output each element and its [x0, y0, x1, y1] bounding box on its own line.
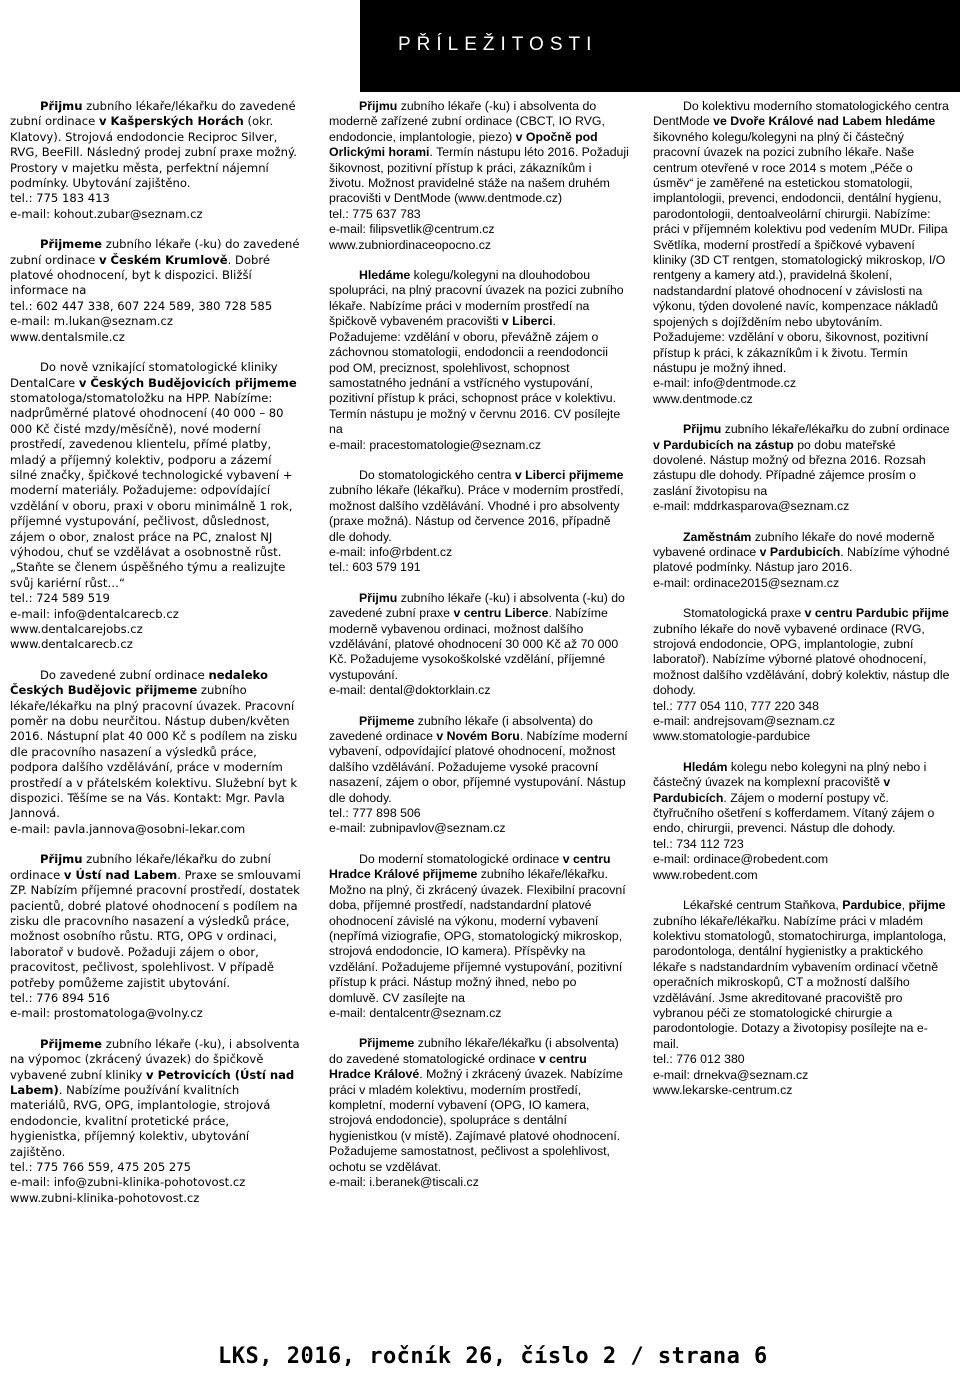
job-ad-contact: e-mail: ordinace@robedent.com: [653, 852, 829, 867]
job-ad-contact: e-mail: info@rbdent.cz: [329, 544, 453, 559]
job-ad-contact: tel.: 776 012 380: [653, 1052, 745, 1067]
job-ad-contact: www.lekarske-centrum.cz: [653, 1082, 793, 1097]
job-ad-contact: www.dentmode.cz: [653, 391, 753, 406]
job-ad-contact: e-mail: dentalcentr@seznam.cz: [329, 1005, 502, 1020]
job-ad-contact: e-mail: ordinace2015@seznam.cz: [653, 575, 840, 590]
job-ad: [329, 1036, 629, 1190]
job-ad-text: Přijmeme zubního lékaře (-ku) do zavedené zubní ordinace v Českém Krumlově. Dobré platové ohodnocení, byt k dispozici. Bližší informace na: [10, 237, 300, 298]
job-ad-contact: e-mail: pracestomatologie@seznam.cz: [329, 437, 542, 452]
job-ad-contact: www.dentalcarejobs.cz: [10, 622, 143, 636]
job-ad-contact: e-mail: info@dentalcarecb.cz: [10, 606, 179, 621]
job-ad-contact: www.robedent.com: [653, 867, 758, 882]
job-ad-contact: e-mail: mddrkasparova@seznam.cz: [653, 499, 850, 514]
job-ad-text: Přijmeme zubního lékaře/lékařku (i absolventa) do zavedené stomatologické ordinace v centru Hradce Králové. Možný i zkrácený úvazek. Nabízíme práci v mladém kolektivu, moderním prostředí, kompletní, moderní vybavení (OPG, IO kamera, strojová endodoncie), spolupráce s dentální hygienistkou (v místě). Zajímavé platové ohodnocení. Požadujeme samostatnost, pečlivost a spolehlivost, ochotu se vzdělávat.: [329, 1036, 623, 1174]
job-ad: [653, 606, 951, 745]
job-ad-text: Přijmu zubního lékaře (-ku) i absolventa do moderně zařízené zubní ordinace (CBCT, IO RVG, endodoncie, implantologie, piezo) v Opočně pod Orlickými horami. Termín nástupu léto 2016. Požaduji šikovnost, pozitivní přístup k práci, zákazníkům i životu. Možnost pravidelné stáže na našem druhém pracovišti v DentMode (www.dentmode.cz): [329, 99, 629, 206]
job-ad-contact: e-mail: info@zubni-klinika-pohotovost.cz: [10, 1175, 246, 1190]
job-ad-text: Do moderní stomatologické ordinace v centru Hradce Králové přijmeme zubního lékaře/lékařku. Možno na plný, či zkrácený úvazek. Flexibilní pracovní doba, příjemné prostředí, nadstandardní platové ohodnocení závislé na výkonu, moderní vybavení (nepřímá viziografie, OPG, stomatologický mikroskop, strojová endodoncie, IO kamera). Příspěvky na vzdělání. Požadujeme příjemné vystupování, pozitivní přístup k práci. Nástup možný ihned, nebo po domluvě. CV zasílejte na: [329, 851, 626, 1005]
job-ad-contact: e-mail: info@dentmode.cz: [653, 376, 797, 391]
job-ad-contact: www.dentalcarecb.cz: [10, 637, 133, 652]
job-ad-text: Stomatologická praxe v centru Pardubic přijme zubního lékaře do nově vybavené ordinace (RVG, strojová endodoncie, OPG, implantologie, zubní laboratoř). Nabízíme výborné platové ohodnocení, možnost dalšího vzdělávání, dobrý kolektiv, nástup dle dohody.: [653, 606, 950, 698]
job-ad-contact: www.zubniordinaceopocno.cz: [329, 237, 492, 252]
job-ad-contact: e-mail: pavla.jannova@osobni-lekar.com: [10, 821, 246, 836]
job-ad: [329, 268, 629, 453]
job-ad-contact: www.stomatologie-pardubice: [653, 729, 811, 744]
job-ad: [329, 99, 629, 253]
job-ad-text: Přijmu zubního lékaře/lékařku do zavedené zubní ordinace v Kašperských Horách (okr. Klatovy). Strojová endodoncie Reciproc Silver, RVG, BeeFill. Následný prodej zubní praxe možný. Prostory v majetku města, perfektní nájemní podmínky. Ubytování zajištěno.: [10, 99, 297, 191]
page-title: PŘÍLEŽITOSTI: [398, 34, 598, 55]
job-ad: [329, 852, 629, 1021]
job-ad-contact: e-mail: zubnipavlov@seznam.cz: [329, 821, 506, 836]
column-3: [653, 99, 951, 1113]
job-ad-contact: e-mail: i.beranek@tiscali.cz: [329, 1175, 479, 1189]
job-ad-text: Přijmu zubního lékaře (-ku) i absolventa (-ku) do zavedené zubní praxe v centru Liberce. Nabízíme moderně vybavenou ordinaci, možnost dalšího vzdělávání, platové ohodnocení 30 000 Kč až 70 000 Kč. Požadujeme vysokoškolské vzdělání, příjemné vystupování.: [329, 590, 625, 682]
job-ad-contact: e-mail: andrejsovam@seznam.cz: [653, 714, 835, 729]
job-ad-contact: www.dentalsmile.cz: [10, 329, 125, 344]
job-ad: [10, 1037, 302, 1206]
job-ad: [10, 360, 302, 653]
header-bar: [360, 0, 960, 92]
job-ad-contact: tel.: 777 054 110, 777 220 348: [653, 698, 819, 713]
job-ad-text: Do zavedené zubní ordinace nedaleko Českých Budějovic přijmeme zubního lékaře/lékařku na plný pracovní úvazek. Pracovní poměr na dobu neurčitou. Nástup duben/květen 2016. Nástupní plat 40 000 Kč s podílem na zisku dle pracovního nasazení a výsledků práce, podpora dalšího vzdělávání, práce v moderním prostředí a v přátelském kolektivu. Služební byt k dispozici. Těšíme se na Vás. Kontakt: Mgr. Pavla Jannová.: [10, 667, 298, 821]
job-ad-text: Přijmu zubního lékaře/lékařku do zubní ordinace v Ústí nad Labem. Praxe se smlouvami ZP. Nabízím příjemné pracovní prostředí, dostatek pacientů, dobré platové ohodnocení s podílem na zisku dle pracovního nasazení a výsledků práce, možnost osobního růstu. RTG, OPG v ordinaci, laboratoř v budově. Požaduji zájem o obor, pracovitost, pečlivost, spolehlivost. V případě potřeby pomůžeme zajistit ubytování.: [10, 852, 301, 990]
job-ad: [653, 422, 951, 514]
job-ad: [329, 714, 629, 837]
job-ad-text: Přijmeme zubního lékaře (-ku), i absolventa na výpomoc (zkrácený úvazek) do špičkově vybavené zubní kliniky v Petrovicích (Ústí nad Labem). Nabízíme používání kvalitních materiálů, RVG, OPG, implantologie, strojová endodoncie, kvalitní protetické práce, hygienistka, příjemný kolektiv, ubytování zajištěno.: [10, 1036, 300, 1159]
job-ad-text: Lékařské centrum Staňkova, Pardubice, přijme zubního lékaře/lékařku. Nabízíme práci v mladém kolektivu stomatologů, stomatochirurga, implantologa, parodontologa, dentální hygienistky a praktického lékaře s nadstandardním vybavením ordinací včetně operačních mikroskopů, CT a možností dalšího vzdělávání. Jsme akreditované pracoviště pro vybranou péči ze stomatologické chirurgie a parodontologie. Dotazy a životopisy posílejte na e-mail.: [653, 898, 947, 1051]
job-ad-text: Hledáme kolegu/kolegyni na dlouhodobou spolupráci, na plný pracovní úvazek na pozici zubního lékaře. Nabízíme práci v moderním prostředí na špičkově vybaveném pracovišti v Liberci. Požadujeme: vzdělání v oboru, převážně zájem o záchovnou stomatologii, endodoncii a reendodoncii pod OM, preciznost, spolehlivost, schopnost samostatného jednání a vstřícného vystupování, pozitivní přístup k práci, schopnost práce v kolektivu. Termín nástupu je možný v červnu 2016. CV posílejte na: [329, 268, 624, 437]
footer: LKS, 2016, ročník 26, číslo 2 / strana 6: [218, 1344, 768, 1369]
job-ad: [10, 668, 302, 837]
job-ad: [653, 99, 951, 407]
job-ad-text: Do nově vznikající stomatologické kliniky DentalCare v Českých Budějovicích přijmeme stomatologa/stomatoložku na HPP. Nabízíme: nadprůměrné platové ohodnocení (40 000 – 80 000 Kč čisté mzdy/měsíčně), nové moderní prostředí, zavedenou klientelu, přímé platby, mladý a příjemný kolektiv, podporu a zázemí silné značky, špičkové technologické vybavení + moderní materiály. Požadujeme: odpovídající vzdělání v oboru, praxi v oboru minimálně 1 rok, příjemné vystupování, pečlivost, důslednost, zájem o obor, znalost práce na PC, znalost NJ výhodou, chuť se vzdělávat a osobnostně růst. „Staňte se členem úspěšného týmu a realizujte svůj kariérní růst…“: [10, 360, 297, 590]
job-ad: [10, 237, 302, 345]
job-ad-contact: www.zubni-klinika-pohotovost.cz: [10, 1190, 200, 1205]
column-1: [10, 99, 302, 1221]
job-ad-contact: e-mail: drnekva@seznam.cz: [653, 1067, 809, 1082]
job-ad-text: Hledám kolegu nebo kolegyni na plný nebo i částečný úvazek na komplexní pracoviště v Pardubicích. Zájem o moderní postupy vč. čtyřručního ošetření s kofferdamem. Vítaný zájem o endo, chirurgii, prevenci. Nástup dle dohody.: [653, 759, 935, 836]
job-ad-text: Do kolektivu moderního stomatologického centra DentMode ve Dvoře Králové nad Labem hledáme šikovného kolegu/kolegyni na plný či částečný pracovní úvazek na pozici zubního lékaře. Naše centrum otevřené v roce 2014 s motem „Péče o úsměv“ je zaměřené na estetickou stomatologii, implantologii, prevenci, endodoncii, dentální hygienu, parodontologii, dentoalveolární chirurgii. Nabízíme: práci v příjemném kolektivu pod vedením MUDr. Filipa Světlíka, moderní prostředí a špičkové vybavení kliniky (3D CT rentgen, stomatologický mikroskop, I/O rentgeny a kamery atd.), pravidelná školení, nadstandardní platové ohodnocení v závislosti na výkonu, týden dovolené navíc, kompenzace nákladů spojených s dojížděním nebo ubytováním. Požadujeme: vzdělání v oboru, šikovnost, pozitivní přístup k práci, k zákazníkům i k životu. Termín nástupu je možný ihned.: [653, 99, 949, 375]
job-ad: [653, 898, 951, 1098]
job-ad-contact: tel.: 724 589 519: [10, 591, 110, 606]
job-ad: [653, 760, 951, 883]
job-ad-contact: e-mail: dental@doktorklain.cz: [329, 683, 491, 698]
job-ad-contact: tel.: 776 894 516: [10, 990, 110, 1005]
job-ad-contact: e-mail: m.lukan@seznam.cz: [10, 314, 174, 329]
job-ad: [329, 468, 629, 576]
job-ad: [653, 530, 951, 592]
job-ad-contact: tel.: 777 898 506: [329, 806, 421, 821]
job-ad-contact: tel.: 775 766 559, 475 205 275: [10, 1160, 192, 1174]
job-ad-contact: e-mail: filipsvetlik@centrum.cz: [329, 222, 495, 237]
job-ad: [329, 591, 629, 699]
job-ad-text: Přijmeme zubního lékaře (i absolventa) do zavedené ordinace v Novém Boru. Nabízíme moderní vybavení, odpovídající platové ohodnocení, možnost dalšího vzdělávání. Požadujeme vysoké pracovní nasazení, zájem o obor, příjemné vystupování. Nástup dle dohody.: [329, 713, 628, 805]
job-ad-text: Do stomatologického centra v Liberci přijmeme zubního lékaře (lékařku). Práce v moderním prostředí, možnost dalšího vzdělávání. Vhodné i pro absolventy (praxe možná). Nástup od července 2016, případně dle dohody.: [329, 467, 624, 544]
job-ad-contact: e-mail: prostomatologa@volny.cz: [10, 1006, 203, 1021]
job-ad: [10, 852, 302, 1021]
job-ad: [10, 99, 302, 222]
column-2: [329, 99, 629, 1205]
job-ad-contact: tel.: 603 579 191: [329, 560, 421, 575]
job-ad-contact: e-mail: kohout.zubar@seznam.cz: [10, 206, 203, 221]
job-ad-contact: tel.: 775 637 783: [329, 206, 421, 221]
job-ad-contact: tel.: 734 112 723: [653, 836, 744, 851]
job-ad-contact: tel.: 775 183 413: [10, 191, 110, 206]
job-ad-text: Zaměstnám zubního lékaře do nové moderně vybavené ordinace v Pardubicích. Nabízíme výhodné platové podmínky. Nástup jaro 2016.: [653, 529, 950, 575]
job-ad-text: Přijmu zubního lékaře/lékařku do zubní ordinace v Pardubicích na zástup po dobu mateřské dovolené. Nástup možný od března 2016. Rozsah zástupu dle dohody. Případné zájemce prosím o zaslání životopisu na: [653, 422, 950, 498]
job-ad-contact: tel.: 602 447 338, 607 224 589, 380 728 585: [10, 298, 273, 313]
